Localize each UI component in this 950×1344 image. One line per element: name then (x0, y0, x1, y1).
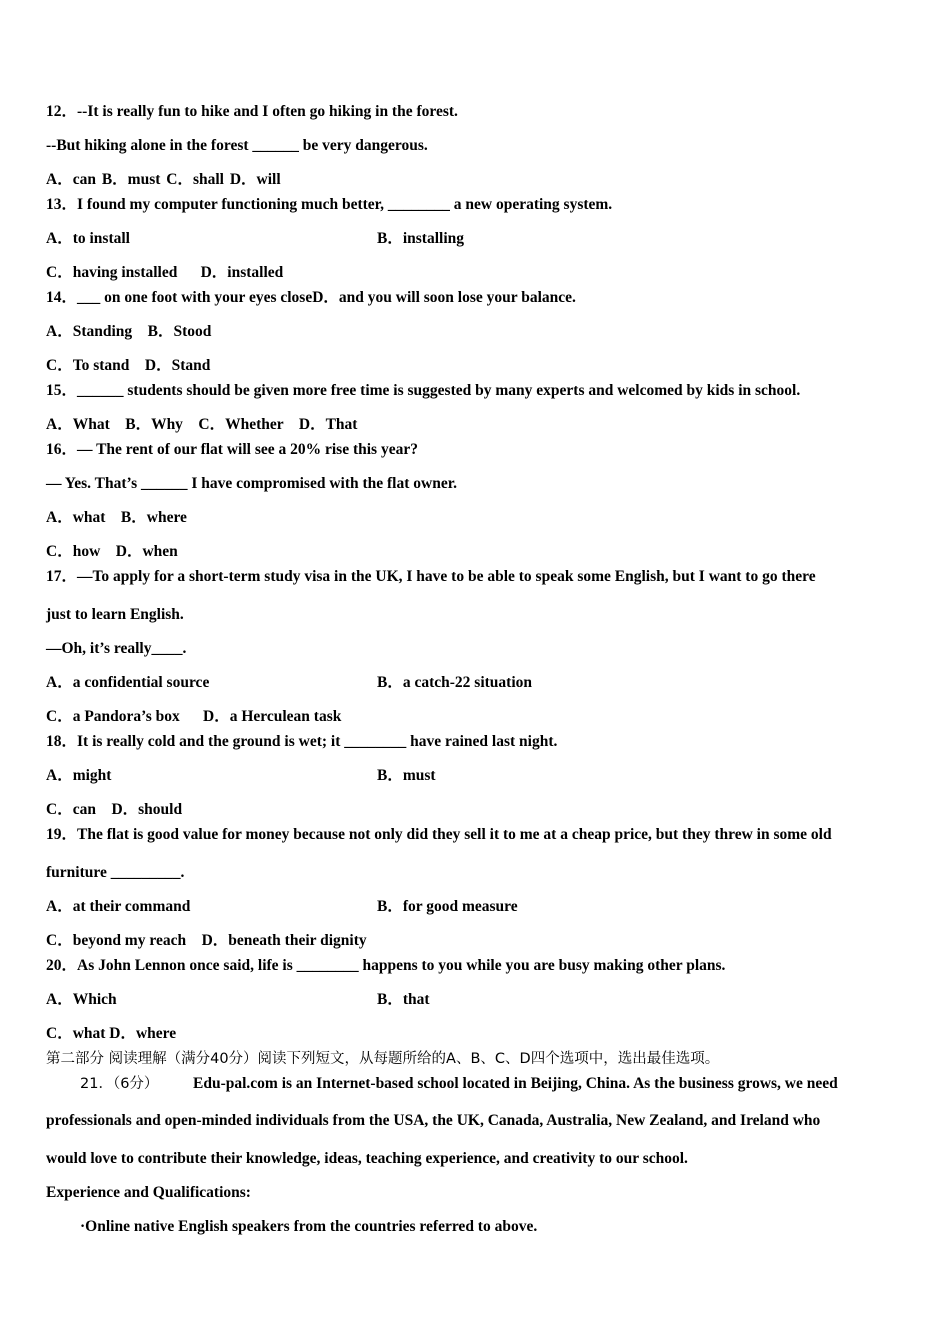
q17-stem: 17．—To apply for a short-term study visa in the UK, I have to be able to speak some English, but I want to go there (46, 568, 816, 585)
q16-options-cd: C．how D．when (46, 543, 178, 560)
q19-stem-cont: furniture _________. (46, 864, 185, 881)
q16-stem: 16．— The rent of our flat will see a 20% rise this year? (46, 441, 418, 458)
q18-stem: 18．It is really cold and the ground is wet; it ________ have rained last night. (46, 733, 558, 750)
q12-dialogue: --But hiking alone in the forest ______ be very dangerous. (46, 137, 428, 154)
q21-passage-line1: Edu-pal.com is an Internet-based school located in Beijing, China. As the business grows, we need (193, 1075, 838, 1092)
q17-dialogue: —Oh, it’s really____. (46, 640, 187, 657)
q20-stem: 20．As John Lennon once said, life is ________ happens to you while you are busy making other plans. (46, 957, 726, 974)
q12-stem: 12．--It is really fun to hike and I often go hiking in the forest. (46, 103, 458, 120)
q21-section-heading: Experience and Qualifications: (46, 1184, 251, 1201)
q17-stem-cont: just to learn English. (46, 606, 184, 623)
q13-options-cd: C．having installed D．installed (46, 264, 284, 281)
q18-option-b: B．must (377, 767, 436, 784)
q20-option-a: A．Which (46, 991, 117, 1008)
q21-passage-line3: would love to contribute their knowledge, ideas, teaching experience, and creativity to our school. (46, 1150, 688, 1167)
q14-options-ab: A．Standing B．Stood (46, 323, 212, 340)
q21-passage-line2: professionals and open-minded individuals from the USA, the UK, Canada, Australia, New Zealand, and Ireland who (46, 1112, 821, 1129)
q13-option-b: B．installing (377, 230, 464, 247)
q13-option-a: A．to install (46, 230, 130, 247)
q20-option-b: B．that (377, 991, 430, 1008)
part2-heading: 第二部分 阅读理解（满分40分）阅读下列短文，从每题所给的A、B、C、D四个选项中，选出最佳选项。 (46, 1051, 720, 1067)
q15-options: A．What B．Why C．Whether D．That (46, 416, 358, 433)
q15-stem: 15．______ students should be given more free time is suggested by many experts and welcomed by kids in school. (46, 382, 801, 399)
q17-options-cd: C．a Pandora’s box D．a Herculean task (46, 708, 342, 725)
q19-stem: 19．The flat is good value for money because not only did they sell it to me at a cheap price, but they threw in some old (46, 826, 832, 843)
q17-option-a: A．a confidential source (46, 674, 210, 691)
q21-number: 21．（6分） (80, 1076, 159, 1092)
q16-options-ab: A．what B．where (46, 509, 187, 526)
q18-option-a: A．might (46, 767, 112, 784)
q17-option-b: B．a catch-22 situation (377, 674, 533, 691)
q21-bullet: ·Online native English speakers from the countries referred to above. (80, 1218, 538, 1235)
q13-stem: 13．I found my computer functioning much better, ________ a new operating system. (46, 196, 613, 213)
q14-stem: 14．___ on one foot with your eyes closeD．and you will soon lose your balance. (46, 289, 576, 306)
q19-option-a: A．at their command (46, 898, 191, 915)
q12-options: A．can B．must C．shall D．will (46, 171, 281, 188)
q16-dialogue: — Yes. That’s ______ I have compromised with the flat owner. (46, 475, 458, 492)
q20-options-cd: C．what D．where (46, 1025, 177, 1042)
q19-options-cd: C．beyond my reach D．beneath their dignity (46, 932, 367, 949)
q19-option-b: B．for good measure (377, 898, 518, 915)
q18-options-cd: C．can D．should (46, 801, 183, 818)
q14-options-cd: C．To stand D．Stand (46, 357, 211, 374)
